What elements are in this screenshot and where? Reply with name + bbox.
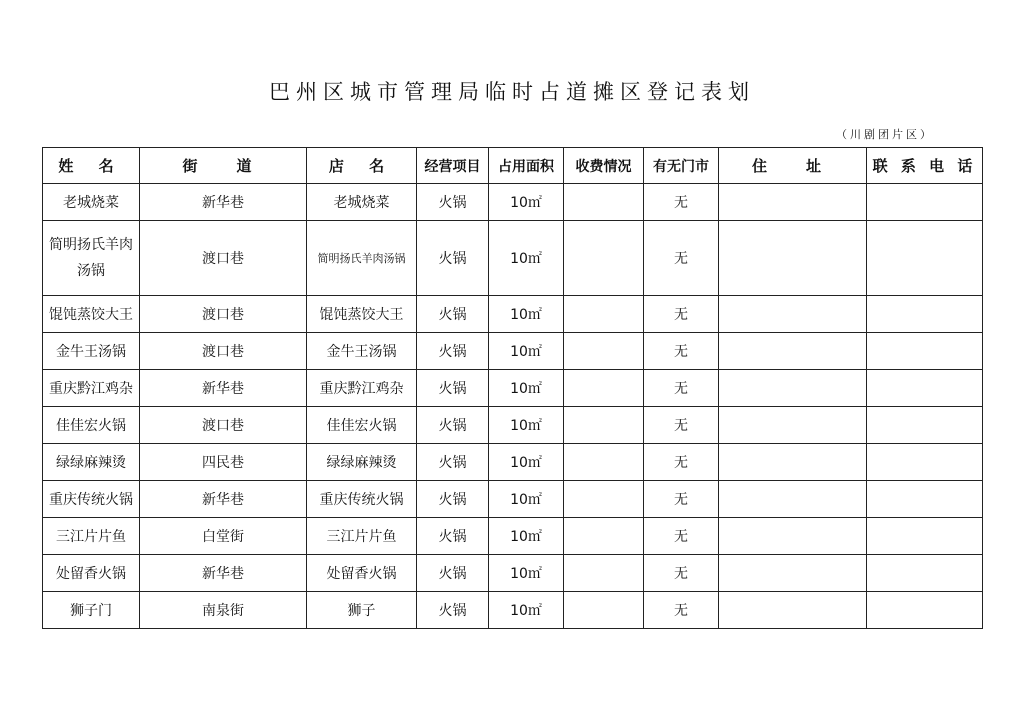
cell-address <box>719 444 867 481</box>
table-row <box>43 296 983 333</box>
table-row <box>43 221 983 296</box>
cell-address <box>719 296 867 333</box>
cell-fee <box>564 481 644 518</box>
cell-street: 渡口巷 <box>140 221 307 296</box>
cell-area: 10㎡ <box>489 518 564 555</box>
cell-street: 白堂街 <box>140 518 307 555</box>
cell-item: 火锅 <box>417 518 489 555</box>
cell-shop: 老城烧菜 <box>307 184 417 221</box>
cell-street: 渡口巷 <box>140 296 307 333</box>
cell-shop: 馄饨蒸饺大王 <box>307 296 417 333</box>
cell-area: 10㎡ <box>489 370 564 407</box>
cell-address <box>719 555 867 592</box>
cell-shop: 处留香火锅 <box>307 555 417 592</box>
table-row <box>43 444 983 481</box>
cell-name: 三江片片鱼 <box>43 518 140 555</box>
col-header-address: 住 址 <box>719 148 867 184</box>
col-header-name: 姓 名 <box>43 148 140 184</box>
cell-name: 重庆传统火锅 <box>43 481 140 518</box>
cell-shop: 佳佳宏火锅 <box>307 407 417 444</box>
cell-phone <box>867 481 983 518</box>
col-header-shop: 店 名 <box>307 148 417 184</box>
cell-fee <box>564 555 644 592</box>
cell-storefront: 无 <box>644 296 719 333</box>
table-row <box>43 481 983 518</box>
cell-phone <box>867 555 983 592</box>
cell-fee <box>564 370 644 407</box>
cell-storefront: 无 <box>644 221 719 296</box>
cell-address <box>719 518 867 555</box>
cell-item: 火锅 <box>417 555 489 592</box>
cell-area: 10㎡ <box>489 481 564 518</box>
cell-shop: 重庆传统火锅 <box>307 481 417 518</box>
cell-item: 火锅 <box>417 370 489 407</box>
cell-name: 老城烧菜 <box>43 184 140 221</box>
cell-shop: 金牛王汤锅 <box>307 333 417 370</box>
table-row <box>43 555 983 592</box>
cell-fee <box>564 184 644 221</box>
cell-address <box>719 333 867 370</box>
cell-street: 新华巷 <box>140 184 307 221</box>
cell-area: 10㎡ <box>489 407 564 444</box>
col-header-storefront: 有无门市 <box>644 148 719 184</box>
cell-fee <box>564 518 644 555</box>
cell-name: 绿绿麻辣烫 <box>43 444 140 481</box>
cell-name: 金牛王汤锅 <box>43 333 140 370</box>
page-title: 巴州区城市管理局临时占道摊区登记表划 <box>269 80 755 104</box>
table-row <box>43 370 983 407</box>
cell-street: 渡口巷 <box>140 333 307 370</box>
cell-fee <box>564 333 644 370</box>
cell-phone <box>867 333 983 370</box>
cell-address <box>719 370 867 407</box>
table-row <box>43 592 983 629</box>
cell-item: 火锅 <box>417 592 489 629</box>
cell-street: 新华巷 <box>140 370 307 407</box>
header-row <box>43 148 983 184</box>
cell-address <box>719 407 867 444</box>
cell-fee <box>564 221 644 296</box>
cell-phone <box>867 296 983 333</box>
cell-storefront: 无 <box>644 407 719 444</box>
cell-address <box>719 481 867 518</box>
cell-area: 10㎡ <box>489 592 564 629</box>
cell-storefront: 无 <box>644 184 719 221</box>
cell-name: 馄饨蒸饺大王 <box>43 296 140 333</box>
cell-area: 10㎡ <box>489 555 564 592</box>
cell-address <box>719 221 867 296</box>
table-row <box>43 333 983 370</box>
col-header-item: 经营项目 <box>417 148 489 184</box>
cell-area: 10㎡ <box>489 221 564 296</box>
cell-name: 佳佳宏火锅 <box>43 407 140 444</box>
cell-storefront: 无 <box>644 370 719 407</box>
cell-street: 四民巷 <box>140 444 307 481</box>
cell-item: 火锅 <box>417 481 489 518</box>
cell-phone <box>867 518 983 555</box>
cell-fee <box>564 296 644 333</box>
cell-storefront: 无 <box>644 518 719 555</box>
cell-item: 火锅 <box>417 407 489 444</box>
table-row <box>43 184 983 221</box>
area-subtitle: （川剧团片区） <box>836 128 934 141</box>
cell-phone <box>867 221 983 296</box>
cell-name: 简明扬氏羊肉汤锅 <box>43 221 140 296</box>
cell-name: 狮子门 <box>43 592 140 629</box>
cell-shop: 重庆黔江鸡杂 <box>307 370 417 407</box>
col-header-phone: 联 系 电 话 <box>867 148 983 184</box>
cell-phone <box>867 592 983 629</box>
cell-street: 新华巷 <box>140 555 307 592</box>
cell-phone <box>867 370 983 407</box>
cell-street: 新华巷 <box>140 481 307 518</box>
cell-fee <box>564 407 644 444</box>
cell-area: 10㎡ <box>489 184 564 221</box>
table-row <box>43 518 983 555</box>
cell-name: 重庆黔江鸡杂 <box>43 370 140 407</box>
cell-shop: 三江片片鱼 <box>307 518 417 555</box>
cell-item: 火锅 <box>417 221 489 296</box>
cell-shop: 狮子 <box>307 592 417 629</box>
cell-storefront: 无 <box>644 481 719 518</box>
cell-storefront: 无 <box>644 592 719 629</box>
cell-area: 10㎡ <box>489 444 564 481</box>
cell-address <box>719 184 867 221</box>
cell-address <box>719 592 867 629</box>
cell-storefront: 无 <box>644 444 719 481</box>
cell-fee <box>564 592 644 629</box>
cell-storefront: 无 <box>644 333 719 370</box>
cell-street: 南泉街 <box>140 592 307 629</box>
cell-area: 10㎡ <box>489 333 564 370</box>
table-row <box>43 407 983 444</box>
registration-table <box>42 147 983 629</box>
cell-shop: 简明扬氏羊肉汤锅 <box>307 221 417 296</box>
cell-storefront: 无 <box>644 555 719 592</box>
col-header-street: 街 道 <box>140 148 307 184</box>
col-header-fee: 收费情况 <box>564 148 644 184</box>
cell-street: 渡口巷 <box>140 407 307 444</box>
cell-fee <box>564 444 644 481</box>
cell-phone <box>867 444 983 481</box>
cell-item: 火锅 <box>417 333 489 370</box>
col-header-area: 占用面积 <box>489 148 564 184</box>
cell-item: 火锅 <box>417 184 489 221</box>
cell-shop: 绿绿麻辣烫 <box>307 444 417 481</box>
cell-item: 火锅 <box>417 444 489 481</box>
cell-name: 处留香火锅 <box>43 555 140 592</box>
cell-phone <box>867 407 983 444</box>
cell-area: 10㎡ <box>489 296 564 333</box>
cell-phone <box>867 184 983 221</box>
cell-item: 火锅 <box>417 296 489 333</box>
